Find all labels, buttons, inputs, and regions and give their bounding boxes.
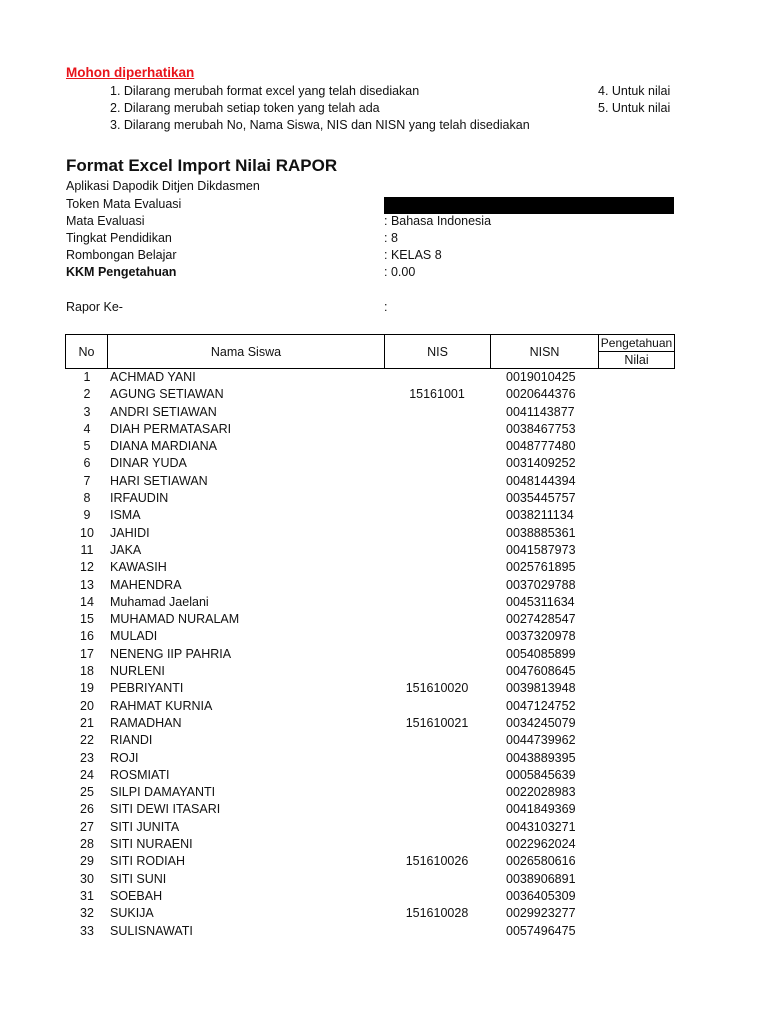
row-nis: 151610026 [405,854,469,869]
row-no: 23 [80,750,94,765]
table-row [66,507,676,524]
row-name: NENENG IIP PAHRIA [110,646,232,661]
row-nisn: 0045311634 [506,594,575,609]
row-no: 31 [80,888,94,903]
rule-4: 4. Untuk nilai [598,84,671,98]
rule-3: 3. Dilarang merubah No, Nama Siswa, NIS dan NISN yang telah disediakan [110,118,530,132]
row-name: KAWASIH [110,560,167,575]
row-name: ROJI [110,750,139,765]
row-name: ISMA [110,508,141,523]
table-row [66,871,676,888]
token-label: Token Mata Evaluasi [66,197,182,211]
row-no: 17 [80,646,94,661]
row-no: 19 [80,681,94,696]
row-nisn: 0048144394 [506,473,576,488]
header-nisn: NISN [491,335,599,369]
row-no: 7 [83,473,91,488]
notice-title: Mohon diperhatikan [66,65,195,80]
mata-evaluasi-value: : Bahasa Indonesia [384,214,492,228]
header-no: No [66,335,108,369]
mata-evaluasi-label: Mata Evaluasi [66,214,145,228]
rule-2: 2. Dilarang merubah setiap token yang telah ada [110,101,380,115]
row-name: SILPI DAMAYANTI [110,785,216,800]
table-row [66,853,676,870]
row-no: 22 [80,733,94,748]
row-nisn: 0041143877 [506,404,575,419]
rapor-value: : [384,300,388,314]
row-name: ANDRI SETIAWAN [110,404,217,419]
token-redacted-value [384,197,674,214]
row-no: 9 [83,508,91,523]
row-no: 18 [80,664,94,679]
row-no: 11 [80,542,94,557]
row-nisn: 0043103271 [506,819,576,834]
row-name: MAHENDRA [110,577,182,592]
row-nisn: 0054085899 [506,646,576,661]
row-no: 20 [80,698,94,713]
row-nisn: 0039813948 [506,681,576,696]
row-nisn: 0029923277 [506,906,576,921]
table-row [66,680,676,697]
row-nisn: 0038906891 [506,871,576,886]
grades-table-body [66,369,676,940]
row-name: MUHAMAD NURALAM [110,612,240,627]
row-no: 26 [80,802,94,817]
table-row [66,490,676,507]
row-nisn: 0025761895 [506,560,576,575]
row-name: JAKA [110,542,142,557]
tingkat-label: Tingkat Pendidikan [66,231,172,245]
row-nisn: 0031409252 [506,456,576,471]
row-name: NURLENI [110,664,165,679]
table-row [66,836,676,853]
header-nis: NIS [385,335,491,369]
row-no: 29 [80,854,94,869]
row-name: ROSMIATI [110,767,170,782]
row-no: 24 [80,767,94,782]
row-name: RAHMAT KURNIA [110,698,213,713]
table-row [66,888,676,905]
table-row [66,455,676,472]
table-row [66,905,676,922]
table-row [66,646,676,663]
row-no: 4 [83,421,91,436]
row-nisn: 0034245079 [506,715,576,730]
row-name: SITI DEWI ITASARI [110,802,221,817]
row-nisn: 0020644376 [506,387,576,402]
row-nisn: 0036405309 [506,888,576,903]
row-no: 13 [80,577,94,592]
document-subtitle: Aplikasi Dapodik Ditjen Dikdasmen [66,179,260,193]
row-nisn: 0048777480 [506,439,576,454]
table-row [66,404,676,421]
row-nis: 151610021 [405,715,469,730]
header-nilai: Nilai [599,352,675,369]
table-row [66,801,676,818]
row-name: IRFAUDIN [110,491,169,506]
row-name: PEBRIYANTI [110,681,184,696]
row-nisn: 0037029788 [506,577,576,592]
row-nis: 15161001 [409,387,465,402]
row-name: HARI SETIAWAN [110,473,208,488]
row-nisn: 0047608645 [506,664,576,679]
table-row [66,559,676,576]
row-nis: 151610020 [405,681,469,696]
row-nisn: 0043889395 [506,750,576,765]
row-nisn: 0038885361 [506,525,576,540]
row-name: SITI RODIAH [110,854,186,869]
table-row [66,663,676,680]
row-no: 10 [80,525,94,540]
tingkat-value: : 8 [384,231,398,245]
rombel-label: Rombongan Belajar [66,248,177,262]
table-row [66,628,676,645]
table-row [66,594,676,611]
kkm-value: : 0.00 [384,265,416,279]
row-name: RAMADHAN [110,715,182,730]
row-nisn: 0005845639 [506,767,576,782]
header-pengetahuan: Pengetahuan [599,335,675,352]
row-name: SITI JUNITA [110,819,180,834]
rule-5: 5. Untuk nilai [598,101,671,115]
row-no: 25 [80,785,94,800]
row-no: 15 [80,612,94,627]
row-nisn: 0041849369 [506,802,576,817]
row-name: DIAH PERMATASARI [110,421,232,436]
table-row [66,750,676,767]
document-title: Format Excel Import Nilai RAPOR [66,156,338,175]
row-nisn: 0022962024 [506,837,576,852]
row-nisn: 0047124752 [506,698,576,713]
grades-table-header [65,334,675,369]
row-name: SITI SUNI [110,871,167,886]
row-nisn: 0019010425 [506,370,576,384]
table-row [66,715,676,732]
kkm-label: KKM Pengetahuan [66,265,177,279]
row-nisn: 0022028983 [506,785,576,800]
table-row [66,473,676,490]
row-no: 8 [83,491,91,506]
row-name: SITI NURAENI [110,837,193,852]
row-name: MULADI [110,629,158,644]
table-row [66,732,676,749]
row-name: ACHMAD YANI [110,370,196,384]
row-name: DINAR YUDA [110,456,187,471]
row-name: RIANDI [110,733,153,748]
row-no: 16 [80,629,94,644]
rombel-value: : KELAS 8 [384,248,442,262]
row-no: 28 [80,837,94,852]
table-row [66,369,676,386]
table-row [66,421,676,438]
row-name: SOEBAH [110,888,163,903]
row-nisn: 0026580616 [506,854,576,869]
rule-1: 1. Dilarang merubah format excel yang telah disediakan [110,84,420,98]
rapor-label: Rapor Ke- [66,300,123,314]
row-no: 6 [83,456,91,471]
table-row [66,819,676,836]
row-no: 12 [80,560,94,575]
row-nisn: 0035445757 [506,491,576,506]
row-nisn: 0041587973 [506,542,576,557]
row-no: 21 [80,715,94,730]
table-row [66,542,676,559]
row-nisn: 0027428547 [506,612,576,627]
row-no: 32 [80,906,94,921]
row-nisn: 0038211134 [506,508,574,523]
table-row [66,525,676,542]
table-row [66,577,676,594]
table-row [66,438,676,455]
row-no: 30 [80,871,94,886]
header-nama-siswa: Nama Siswa [108,335,385,369]
row-no: 33 [80,923,94,938]
row-nisn: 0037320978 [506,629,576,644]
row-name: Muhamad Jaelani [110,594,209,609]
row-name: AGUNG SETIAWAN [110,387,224,402]
table-row [66,784,676,801]
table-row [66,767,676,784]
row-name: SUKIJA [110,906,154,921]
row-no: 2 [83,387,91,402]
row-no: 1 [83,370,91,384]
row-nisn: 0057496475 [506,923,576,938]
row-nisn: 0044739962 [506,733,576,748]
row-nis: 151610028 [405,906,469,921]
table-row [66,386,676,403]
row-nisn: 0038467753 [506,421,576,436]
table-row [66,698,676,715]
row-name: JAHIDI [110,525,150,540]
row-name: DIANA MARDIANA [110,439,217,454]
row-no: 3 [83,404,91,419]
row-no: 14 [80,594,94,609]
table-row [66,923,676,940]
table-row [66,611,676,628]
row-name: SULISNAWATI [110,923,193,938]
row-no: 27 [80,819,94,834]
row-no: 5 [83,439,91,454]
